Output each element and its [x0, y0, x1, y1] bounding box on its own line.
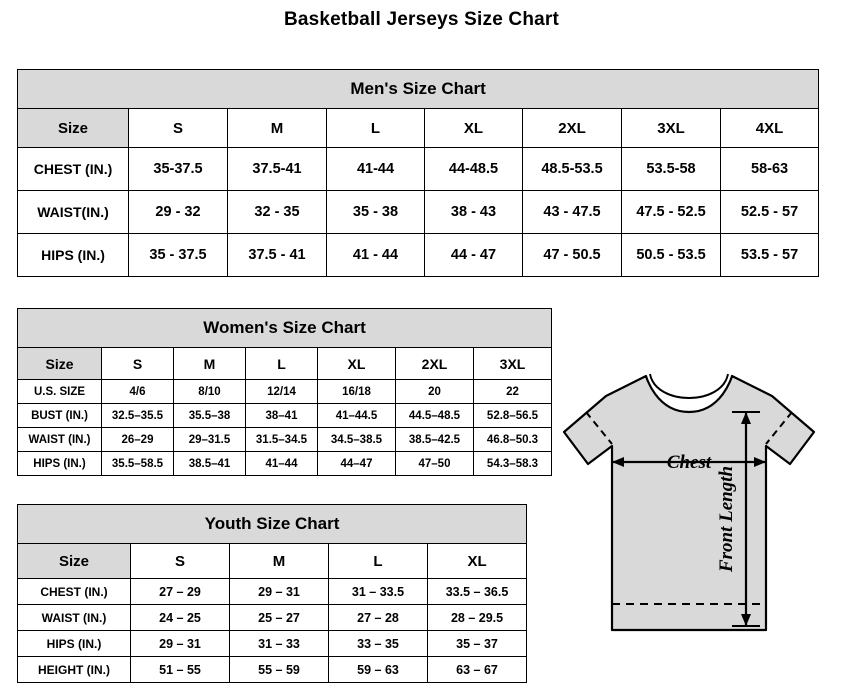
womens-row-label-us-size: U.S. SIZE	[18, 380, 102, 404]
youth-height-s: 51 – 55	[131, 657, 230, 683]
table-row	[18, 191, 819, 234]
youth-row-label-hips: HIPS (IN.)	[18, 631, 131, 657]
womens-us-size-xl: 16/18	[318, 380, 396, 404]
mens-hips-xl: 44 - 47	[425, 234, 523, 277]
womens-header-2xl: 2XL	[396, 348, 474, 380]
mens-waist-l: 35 - 38	[327, 191, 425, 234]
womens-size-chart-section	[17, 308, 551, 476]
table-row	[18, 404, 552, 428]
mens-size-chart-table	[17, 69, 819, 277]
mens-header-xl: XL	[425, 109, 523, 148]
mens-chest-s: 35-37.5	[129, 148, 228, 191]
womens-us-size-l: 12/14	[246, 380, 318, 404]
youth-chest-l: 31 – 33.5	[329, 579, 428, 605]
mens-hips-m: 37.5 - 41	[228, 234, 327, 277]
womens-chart-caption: Women's Size Chart	[18, 309, 552, 348]
jersey-diagram	[546, 354, 836, 684]
youth-hips-l: 33 – 35	[329, 631, 428, 657]
front-length-label: Front Length	[716, 465, 737, 573]
womens-us-size-3xl: 22	[474, 380, 552, 404]
womens-bust-m: 35.5–38	[174, 404, 246, 428]
mens-chest-3xl: 53.5-58	[622, 148, 721, 191]
mens-waist-2xl: 43 - 47.5	[523, 191, 622, 234]
mens-chest-m: 37.5-41	[228, 148, 327, 191]
womens-header-s: S	[102, 348, 174, 380]
youth-height-xl: 63 – 67	[428, 657, 527, 683]
table-row	[18, 428, 552, 452]
womens-hips-2xl: 47–50	[396, 452, 474, 476]
mens-chest-4xl: 58-63	[721, 148, 819, 191]
mens-header-l: L	[327, 109, 425, 148]
table-row	[18, 380, 552, 404]
youth-header-size: Size	[18, 544, 131, 579]
youth-waist-l: 27 – 28	[329, 605, 428, 631]
mens-header-size: Size	[18, 109, 129, 148]
mens-chart-caption: Men's Size Chart	[18, 70, 819, 109]
mens-header-4xl: 4XL	[721, 109, 819, 148]
womens-hips-l: 41–44	[246, 452, 318, 476]
youth-header-xl: XL	[428, 544, 527, 579]
mens-size-chart-section	[17, 69, 818, 277]
womens-bust-s: 32.5–35.5	[102, 404, 174, 428]
womens-header-3xl: 3XL	[474, 348, 552, 380]
mens-hips-s: 35 - 37.5	[129, 234, 228, 277]
jersey-shirt-shape	[564, 374, 814, 630]
mens-hips-2xl: 47 - 50.5	[523, 234, 622, 277]
womens-waist-2xl: 38.5–42.5	[396, 428, 474, 452]
youth-hips-xl: 35 – 37	[428, 631, 527, 657]
womens-row-label-bust: BUST (IN.)	[18, 404, 102, 428]
mens-chest-l: 41-44	[327, 148, 425, 191]
womens-us-size-2xl: 20	[396, 380, 474, 404]
mens-header-s: S	[129, 109, 228, 148]
youth-size-chart-table	[17, 504, 527, 683]
page-title: Basketball Jerseys Size Chart	[283, 9, 560, 30]
youth-hips-m: 31 – 33	[230, 631, 329, 657]
mens-header-m: M	[228, 109, 327, 148]
table-row	[18, 631, 527, 657]
youth-chest-s: 27 – 29	[131, 579, 230, 605]
womens-row-label-hips: HIPS (IN.)	[18, 452, 102, 476]
youth-header-l: L	[329, 544, 428, 579]
mens-chest-2xl: 48.5-53.5	[523, 148, 622, 191]
mens-header-3xl: 3XL	[622, 109, 721, 148]
mens-row-label-hips: HIPS (IN.)	[18, 234, 129, 277]
womens-hips-s: 35.5–58.5	[102, 452, 174, 476]
chest-label: Chest	[666, 452, 712, 473]
youth-row-label-chest: CHEST (IN.)	[18, 579, 131, 605]
mens-waist-s: 29 - 32	[129, 191, 228, 234]
womens-bust-2xl: 44.5–48.5	[396, 404, 474, 428]
table-row	[18, 148, 819, 191]
womens-hips-3xl: 54.3–58.3	[474, 452, 552, 476]
womens-header-l: L	[246, 348, 318, 380]
womens-waist-s: 26–29	[102, 428, 174, 452]
youth-size-chart-section	[17, 504, 526, 683]
womens-us-size-m: 8/10	[174, 380, 246, 404]
youth-waist-xl: 28 – 29.5	[428, 605, 527, 631]
mens-waist-m: 32 - 35	[228, 191, 327, 234]
youth-row-label-waist: WAIST (IN.)	[18, 605, 131, 631]
youth-chest-m: 29 – 31	[230, 579, 329, 605]
youth-header-s: S	[131, 544, 230, 579]
mens-waist-xl: 38 - 43	[425, 191, 523, 234]
womens-bust-xl: 41–44.5	[318, 404, 396, 428]
table-row	[18, 234, 819, 277]
mens-hips-3xl: 50.5 - 53.5	[622, 234, 721, 277]
womens-waist-m: 29–31.5	[174, 428, 246, 452]
table-row	[18, 605, 527, 631]
youth-waist-m: 25 – 27	[230, 605, 329, 631]
womens-size-chart-table	[17, 308, 552, 476]
youth-height-m: 55 – 59	[230, 657, 329, 683]
mens-header-2xl: 2XL	[523, 109, 622, 148]
womens-bust-l: 38–41	[246, 404, 318, 428]
table-row	[18, 452, 552, 476]
womens-header-size: Size	[18, 348, 102, 380]
womens-row-label-waist: WAIST (IN.)	[18, 428, 102, 452]
youth-waist-s: 24 – 25	[131, 605, 230, 631]
youth-chart-caption: Youth Size Chart	[18, 505, 527, 544]
mens-waist-3xl: 47.5 - 52.5	[622, 191, 721, 234]
youth-header-m: M	[230, 544, 329, 579]
womens-waist-l: 31.5–34.5	[246, 428, 318, 452]
mens-waist-4xl: 52.5 - 57	[721, 191, 819, 234]
womens-waist-xl: 34.5–38.5	[318, 428, 396, 452]
youth-hips-s: 29 – 31	[131, 631, 230, 657]
womens-header-xl: XL	[318, 348, 396, 380]
womens-header-m: M	[174, 348, 246, 380]
mens-hips-4xl: 53.5 - 57	[721, 234, 819, 277]
table-row	[18, 579, 527, 605]
womens-hips-m: 38.5–41	[174, 452, 246, 476]
youth-height-l: 59 – 63	[329, 657, 428, 683]
mens-hips-l: 41 - 44	[327, 234, 425, 277]
mens-row-label-waist: WAIST(IN.)	[18, 191, 129, 234]
youth-row-label-height: HEIGHT (IN.)	[18, 657, 131, 683]
womens-bust-3xl: 52.8–56.5	[474, 404, 552, 428]
mens-row-label-chest: CHEST (IN.)	[18, 148, 129, 191]
youth-chest-xl: 33.5 – 36.5	[428, 579, 527, 605]
womens-waist-3xl: 46.8–50.3	[474, 428, 552, 452]
womens-hips-xl: 44–47	[318, 452, 396, 476]
womens-us-size-s: 4/6	[102, 380, 174, 404]
mens-chest-xl: 44-48.5	[425, 148, 523, 191]
